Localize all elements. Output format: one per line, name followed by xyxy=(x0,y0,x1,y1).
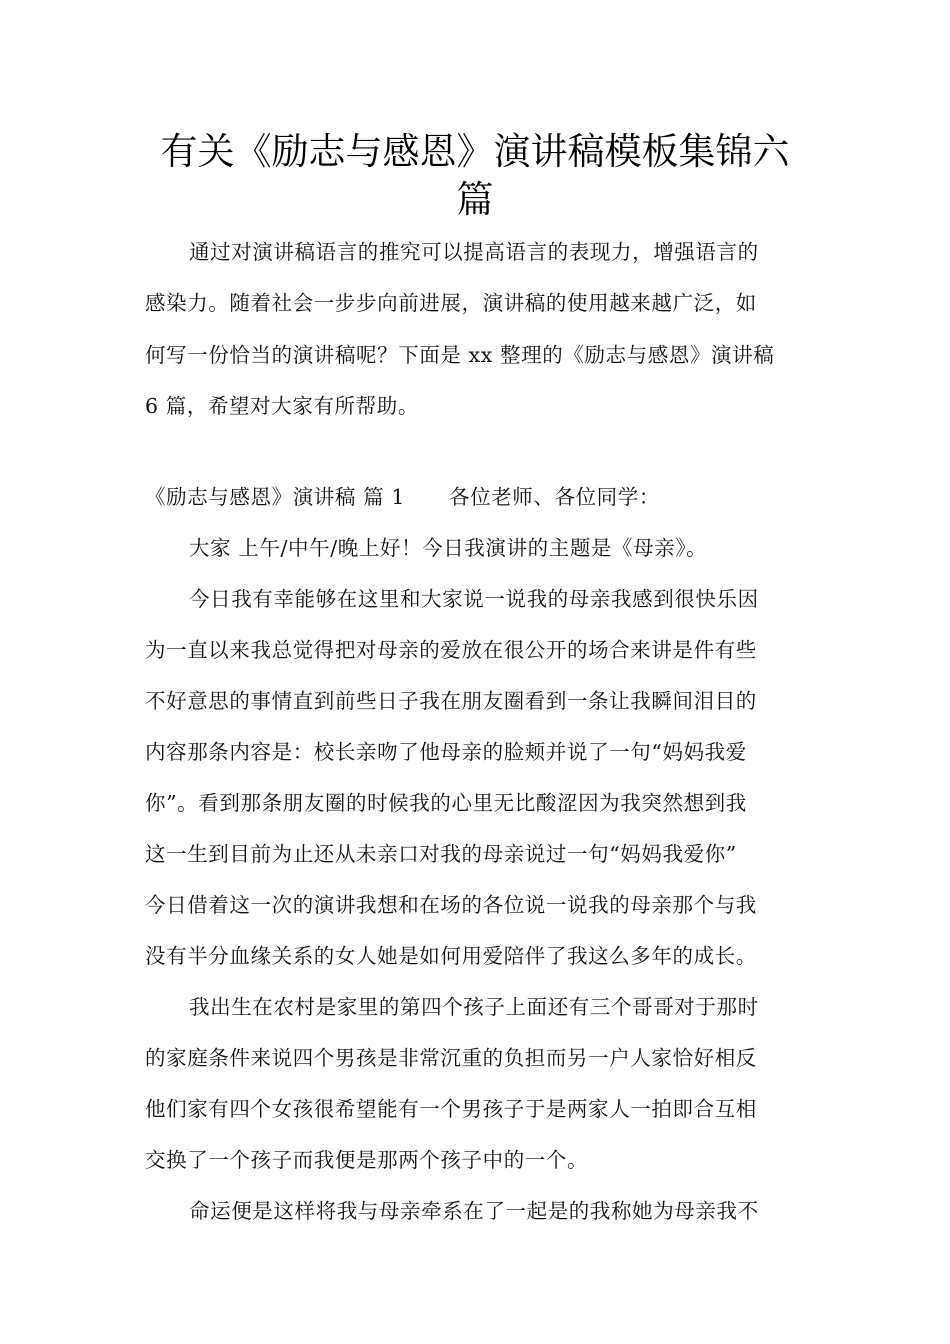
paragraph-line: 这一生到目前为止还从未亲口对我的母亲说过一句“妈妈我爱你” xyxy=(145,842,737,866)
paragraph-line: 命运便是这样将我与母亲牵系在了一起是的我称她为母亲我不 xyxy=(189,1199,759,1223)
salutation: 各位老师、各位同学： xyxy=(448,485,660,509)
greeting-line: 大家 上午/中午/晚上好！今日我演讲的主题是《母亲》。 xyxy=(189,536,708,560)
document-title-line-2: 篇 xyxy=(456,178,494,221)
paragraph-line: 我出生在农村是家里的第四个孩子上面还有三个哥哥对于那时 xyxy=(189,995,759,1019)
paragraph-line: 你”。看到那条朋友圈的时候我的心里无比酸涩因为我突然想到我 xyxy=(145,791,747,815)
paragraph-line: 他们家有四个女孩很希望能有一个男孩子于是两家人一拍即合互相 xyxy=(145,1097,757,1121)
paragraph-line: 内容那条内容是：校长亲吻了他母亲的脸颊并说了一句“妈妈我爱 xyxy=(145,740,747,764)
intro-line: 感染力。随着社会一步步向前进展，演讲稿的使用越来越广泛，如 xyxy=(145,291,757,315)
section-heading: 《励志与感恩》演讲稿 篇 1 xyxy=(145,485,405,509)
section-heading-line xyxy=(145,472,660,522)
paragraph-line: 不好意思的事情直到前些日子我在朋友圈看到一条让我瞬间泪目的 xyxy=(145,689,757,713)
paragraph-line: 没有半分血缘关系的女人她是如何用爱陪伴了我这么多年的成长。 xyxy=(145,944,757,968)
paragraph-line: 今日借着这一次的演讲我想和在场的各位说一说我的母亲那个与我 xyxy=(145,893,757,917)
paragraph-line: 为一直以来我总觉得把对母亲的爱放在很公开的场合来讲是件有些 xyxy=(145,638,757,662)
intro-line: 通过对演讲稿语言的推究可以提高语言的表现力，增强语言的 xyxy=(189,240,759,264)
paragraph-line: 交换了一个孩子而我便是那两个孩子中的一个。 xyxy=(145,1148,589,1172)
paragraph-line: 的家庭条件来说四个男孩是非常沉重的负担而另一户人家恰好相反 xyxy=(145,1046,757,1070)
intro-line: 6 篇，希望对大家有所帮助。 xyxy=(145,394,419,418)
intro-line: 何写一份恰当的演讲稿呢？下面是 xx 整理的《励志与感恩》演讲稿 xyxy=(145,343,775,367)
paragraph-line: 今日我有幸能够在这里和大家说一说我的母亲我感到很快乐因 xyxy=(189,587,759,611)
document-title-line-1: 有关《励志与感恩》演讲稿模板集锦六 xyxy=(160,130,790,173)
